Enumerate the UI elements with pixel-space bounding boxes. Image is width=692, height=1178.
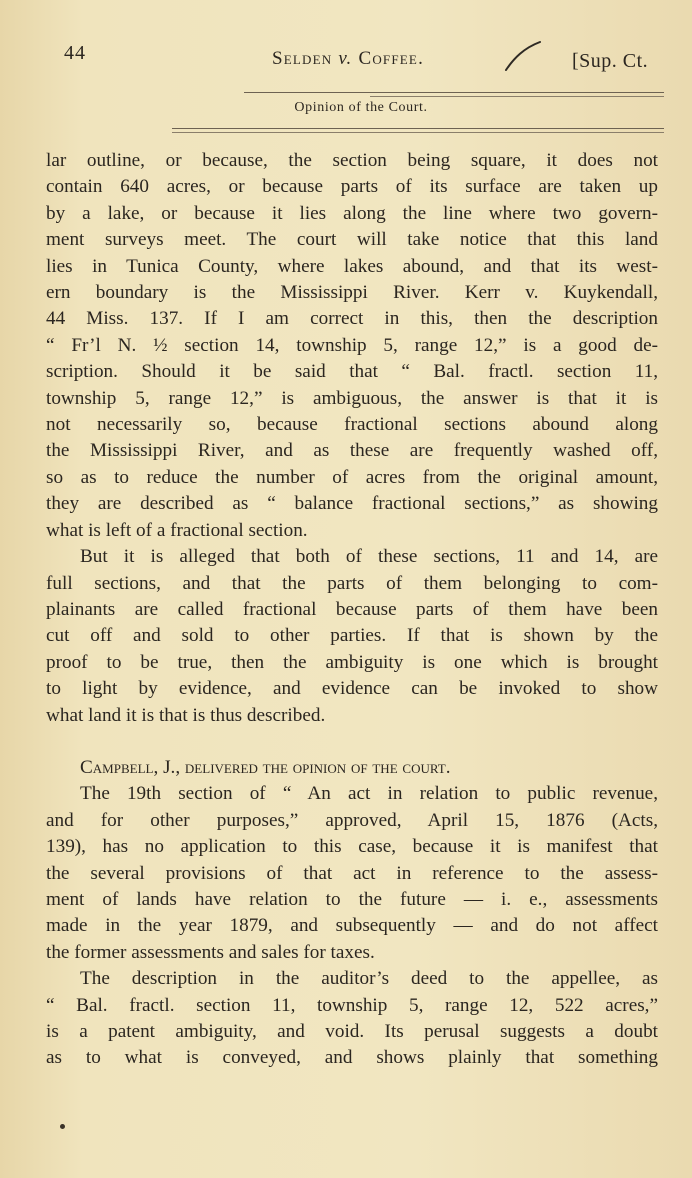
text-line: is a patent ambiguity, and void. Its perusal suggests a doubt [46, 1021, 658, 1042]
top-rule [244, 92, 664, 93]
text-line: so as to reduce the number of acres from the original amount, [46, 466, 658, 488]
case-versus: v. [338, 48, 353, 69]
top-rule-2 [370, 96, 664, 97]
text-line: by a lake, or because it lies along the line where two govern- [46, 202, 658, 224]
text-line: lar outline, or because, the section being square, it does not [46, 150, 658, 171]
opinion-heading-line: Campbell, J., delivered the opinion of the court. [80, 756, 451, 778]
text-line: the several provisions of that act in reference to the assess- [46, 862, 658, 884]
text-line: cut off and sold to other parties. If that is shown by the [46, 625, 658, 647]
text-line: made in the year 1879, and subsequently — and do not affect [46, 915, 658, 937]
text-line: to light by evidence, and evidence can be invoked to show [46, 678, 658, 700]
text-line: ment of lands have relation to the future — i. e., assessments [46, 888, 658, 910]
subhead-rule [172, 128, 664, 129]
text-line: what is left of a fractional section. [46, 519, 308, 541]
case-party-left: Selden [272, 48, 333, 69]
text-line: 44 Miss. 137. If I am correct in this, then the description [46, 308, 658, 330]
text-line: ment surveys meet. The court will take notice that this land [46, 229, 658, 251]
text-line: as to what is conveyed, and shows plainly that something [46, 1047, 658, 1069]
section-subheading: Opinion of the Court. [294, 100, 428, 115]
subhead-rule-2 [172, 132, 664, 133]
text-line: “ Bal. fractl. section 11, township 5, range 12, 522 acres,” [46, 994, 658, 1016]
text-line: not necessarily so, because fractional sections abound along [46, 414, 658, 436]
ink-speck [60, 1124, 65, 1129]
text-line: full sections, and that the parts of them belonging to com- [46, 572, 658, 594]
text-line: “ Fr’l N. ½ section 14, township 5, range 12,” is a good de- [46, 334, 658, 356]
text-line: scription. Should it be said that “ Bal. fractl. section 11, [46, 361, 658, 383]
text-line: the Mississippi River, and as these are frequently washed off, [46, 440, 658, 462]
text-line: But it is alleged that both of these sections, 11 and 14, are [80, 546, 658, 568]
text-line: plainants are called fractional because parts of them have been [46, 598, 658, 620]
text-line: what land it is that is thus described. [46, 704, 326, 726]
case-party-right: Coffee. [358, 48, 425, 69]
text-line: the former assessments and sales for taxes. [46, 941, 375, 963]
case-title [272, 48, 424, 70]
text-line: they are described as “ balance fractional sections,” as showing [46, 493, 658, 515]
text-line: township 5, range 12,” is ambiguous, the answer is that it is [46, 387, 658, 409]
text-line: 139), has no application to this case, because it is manifest that [46, 836, 658, 858]
text-line: contain 640 acres, or because parts of its surface are taken up [46, 176, 658, 198]
text-line: The 19th section of “ An act in relation to public revenue, [80, 783, 658, 805]
text-line: and for other purposes,” approved, April 15, 1876 (Acts, [46, 809, 658, 831]
text-line: lies in Tunica County, where lakes abound, and that its west- [46, 255, 658, 277]
running-head [64, 40, 668, 80]
body-text [46, 148, 658, 1072]
page-number: 44 [64, 42, 86, 64]
court-label: [Sup. Ct. [572, 50, 649, 72]
text-line: proof to be true, then the ambiguity is one which is brought [46, 651, 658, 673]
pencil-mark-icon [502, 40, 542, 74]
paragraph-gap [46, 729, 658, 755]
text-line: The description in the auditor’s deed to the appellee, as [80, 968, 658, 990]
text-line: ern boundary is the Mississippi River. Kerr v. Kuykendall, [46, 282, 658, 304]
